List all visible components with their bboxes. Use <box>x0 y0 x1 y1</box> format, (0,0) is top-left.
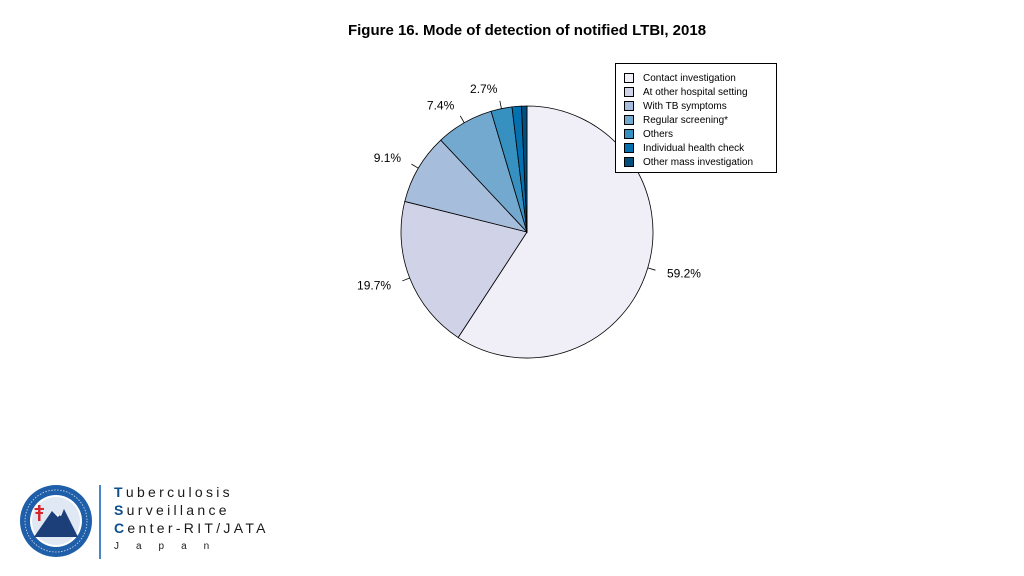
legend-swatch-contact-investigation <box>624 73 634 83</box>
legend-label-regular-screening: Regular screening* <box>643 114 729 126</box>
legend-item-with-tb-symptoms <box>624 99 776 113</box>
legend-swatch-with-tb-symptoms <box>624 101 634 111</box>
pie-label-at-other-hospital-setting: 19.7% <box>357 278 392 293</box>
chart-legend <box>615 63 777 173</box>
pie-label-tick-at-other-hospital-setting <box>402 278 409 281</box>
legend-label-other-mass-investigation: Other mass investigation <box>643 156 754 168</box>
legend-item-contact-investigation <box>624 71 776 85</box>
legend-item-regular-screening <box>624 113 776 127</box>
legend-swatch-regular-screening <box>624 115 634 125</box>
legend-item-other-mass-investigation <box>624 155 776 169</box>
footer-divider <box>99 485 101 559</box>
legend-swatch-other-mass-investigation <box>624 157 634 167</box>
legend-swatch-others <box>624 129 634 139</box>
pie-label-others: 2.7% <box>470 82 498 97</box>
legend-label-contact-investigation: Contact investigation <box>643 72 736 84</box>
legend-label-individual-health-check: Individual health check <box>643 142 745 154</box>
legend-label-with-tb-symptoms: With TB symptoms <box>643 100 727 112</box>
pie-label-tick-others <box>500 101 502 109</box>
legend-label-at-other-hospital-setting: At other hospital setting <box>643 86 748 98</box>
pie-label-tick-contact-investigation <box>648 268 656 270</box>
organization-name <box>114 483 269 555</box>
legend-item-others <box>624 127 776 141</box>
legend-swatch-at-other-hospital-setting <box>624 87 634 97</box>
org-country: Japan <box>114 541 227 552</box>
pie-label-tick-regular-screening <box>460 116 464 123</box>
chart-title: Figure 16. Mode of detection of notified LTBI, 2018 <box>347 22 707 39</box>
legend-item-individual-health-check <box>624 141 776 155</box>
legend-label-others: Others <box>643 128 674 140</box>
org-line-2: Surveillance <box>114 502 230 518</box>
legend-swatch-individual-health-check <box>624 143 634 153</box>
legend-item-at-other-hospital-setting <box>624 85 776 99</box>
pie-label-tick-with-tb-symptoms <box>411 164 418 168</box>
org-line-1: Tuberculosis <box>114 484 233 500</box>
pie-label-regular-screening: 7.4% <box>426 98 455 113</box>
pie-label-with-tb-symptoms: 9.1% <box>373 151 402 166</box>
jata-logo-icon <box>18 483 94 559</box>
pie-label-contact-investigation: 59.2% <box>666 266 701 281</box>
org-line-3: Center-RIT/JATA <box>114 520 269 536</box>
